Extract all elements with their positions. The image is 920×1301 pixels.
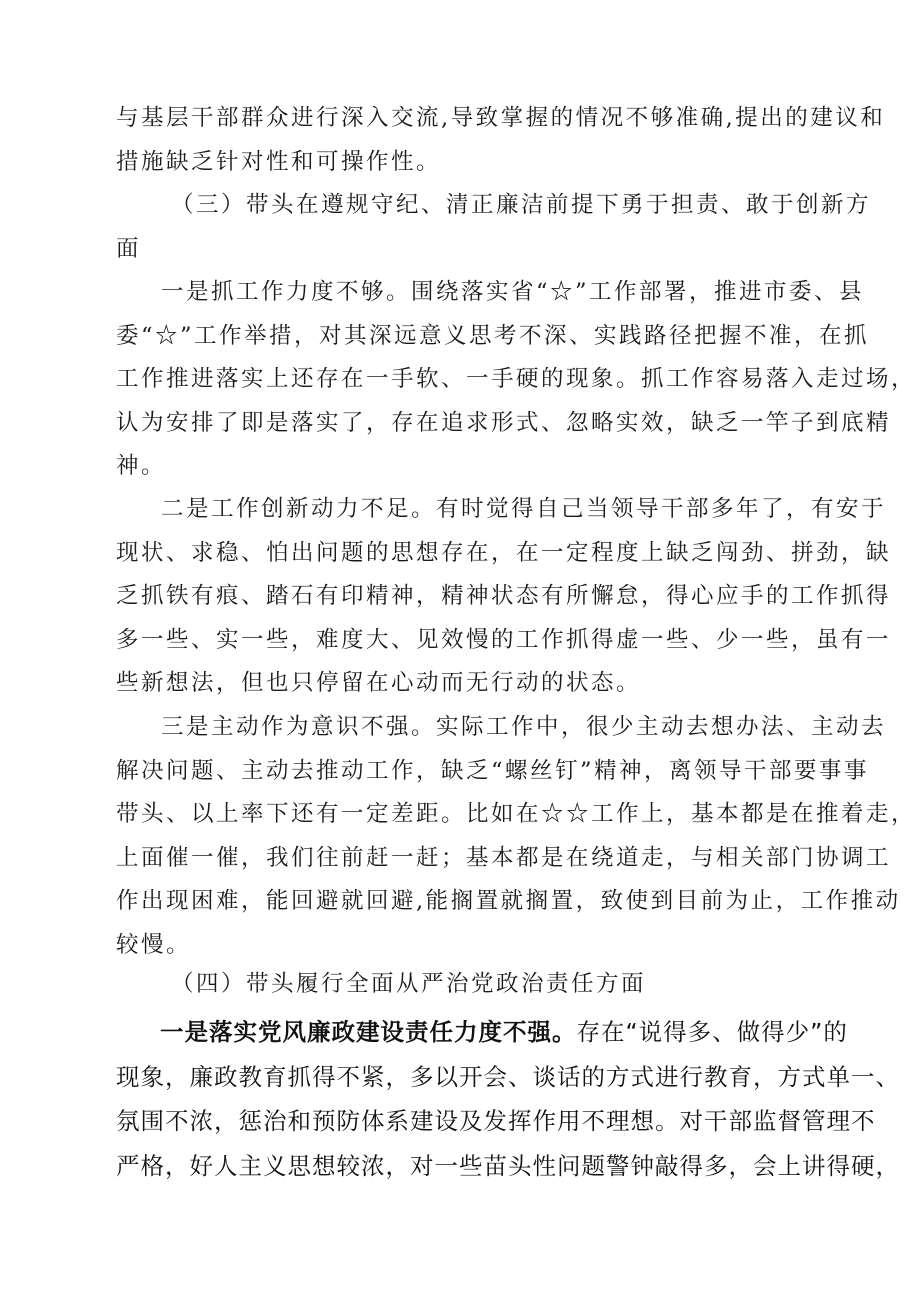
lead-sentence: 一是落实党风廉政建设责任力度不强。	[160, 1018, 577, 1046]
section-3-paragraph-2	[116, 488, 892, 706]
text-line: 一是抓工作力度不够。围绕落实省“☆”工作部署，推进市委、县	[161, 279, 865, 305]
text-line: 严格，好人主义思想较浓，对一些苗头性问题警钟敲得多，会上讲得硬，	[116, 1151, 900, 1180]
text-line: 乏抓铁有痕、踏石有印精神，精神状态有所懈怠，得心应手的工作抓得	[116, 583, 892, 609]
text-line: 多一些、实一些，难度大、见效慢的工作抓得虚一些、少一些，虽有一	[116, 626, 892, 653]
text-line: 面	[116, 235, 142, 262]
text-line: 与基层干部群众进行深入交流,导致掌握的情况不够准确,提出的建议和	[116, 105, 886, 131]
text-line: 认为安排了即是落实了，存在追求形式、忽略实效，缺乏一竿子到底精	[116, 409, 892, 436]
section-3-paragraph-1	[116, 271, 917, 489]
text-line: 氛围不浓，惩治和预防体系建设及发挥作用不理想。对干部监督管理不	[116, 1107, 876, 1135]
text-line: 现状、求稳、怕出问题的思想存在，在一定程度上缺乏闯劲、拼劲，缺	[116, 539, 892, 566]
text-line: 措施缺乏针对性和可操作性。	[116, 148, 442, 175]
text-line: 些新想法，但也只停留在心动而无行动的状态。	[116, 670, 642, 696]
text-line: 工作推进落实上还存在一手软、一手硬的现象。抓工作容易落入走过场，	[116, 366, 917, 392]
text-line: 上面催一催，我们往前赶一赶；基本都是在绕道走，与相关部门协调工	[116, 844, 892, 871]
text-run: 存在“说得多、做得少”的	[576, 1018, 848, 1046]
text-line: （四）带头履行全面从严治党政治责任方面	[171, 971, 647, 997]
section-3-paragraph-3	[116, 706, 917, 967]
text-line: 委“☆”工作举措，对其深远意义思考不深、实践路径把握不准，在抓	[116, 322, 870, 349]
section-4-paragraph-1	[116, 1010, 900, 1188]
continuation-paragraph	[116, 97, 886, 184]
text-line	[116, 1010, 848, 1055]
section-4-heading	[116, 963, 832, 1007]
text-line: 作出现困难，能回避就回避,能搁置就搁置，致使到目前为止，工作推动	[116, 888, 901, 914]
text-line: 神。	[116, 453, 167, 479]
text-line: 带头、以上率下还有一定差距。比如在☆☆工作上，基本都是在推着走，	[116, 801, 917, 827]
text-line: 解决问题、主动去推动工作，缺乏“螺丝钉”精神，离领导干部要事事	[116, 757, 870, 784]
section-3-heading	[116, 184, 872, 271]
text-line: 现象，廉政教育抓得不紧，多以开会、谈话的方式进行教育，方式单一、	[116, 1062, 900, 1091]
text-line: 三是主动作为意识不强。实际工作中，很少主动去想办法、主动去	[161, 714, 887, 740]
text-line: 二是工作创新动力不足。有时觉得自己当领导干部多年了，有安于	[161, 496, 887, 522]
text-line: 较慢。	[116, 931, 192, 958]
text-line: （三）带头在遵规守纪、清正廉洁前提下勇于担责、敢于创新方	[171, 192, 872, 218]
